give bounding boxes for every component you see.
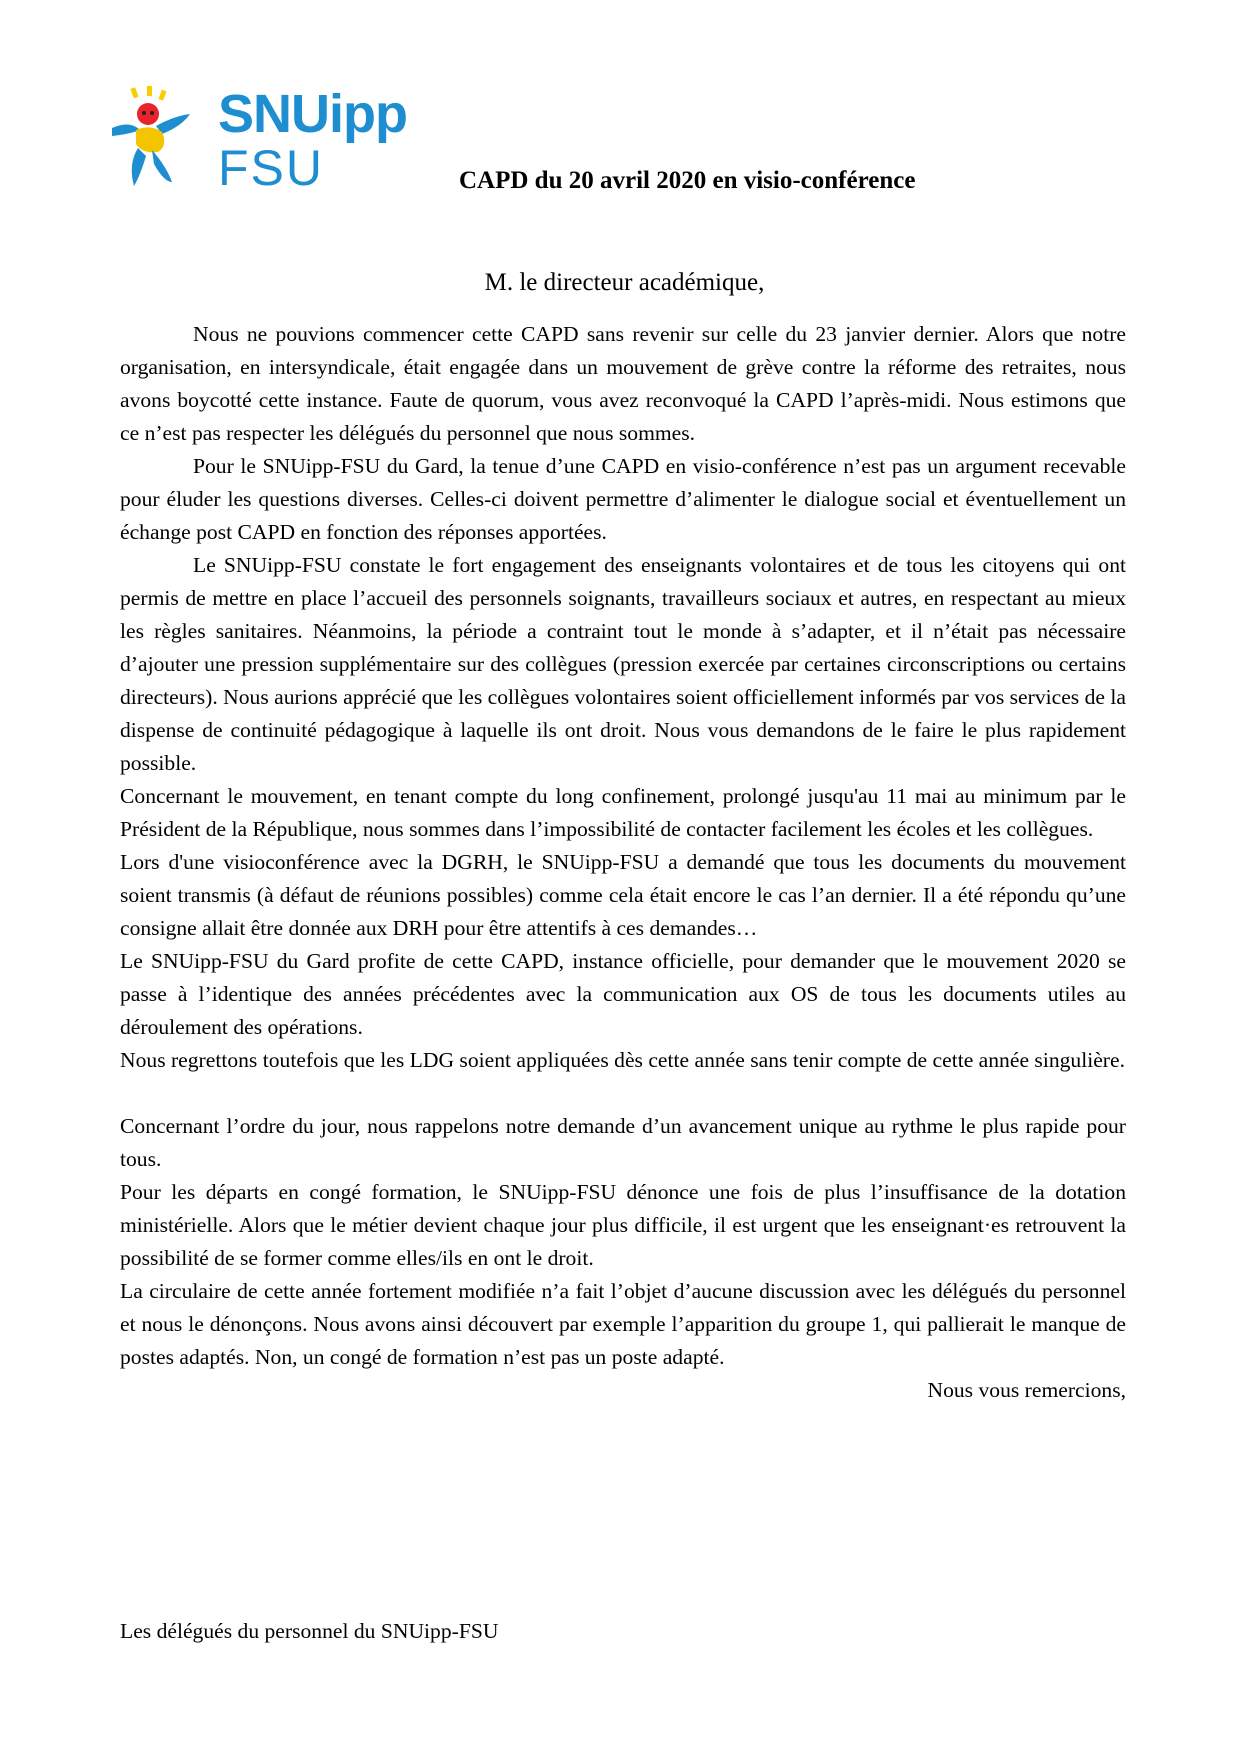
paragraph: Pour le SNUipp-FSU du Gard, la tenue d’une CAPD en visio-conférence n’est pas un argument recevable pour éluder les questions diverses. Celles-ci doivent permettre d’alimenter le dialogue social et éventuellement un échange post CAPD en fonction des réponses apportées. [120,454,1126,544]
logo-text-fsu: FSU [218,140,324,196]
paragraph: Le SNUipp-FSU du Gard profite de cette CAPD, instance officielle, pour demander que le mouvement 2020 se passe à l’identique des années précédentes avec la communication aux OS de tous les documents utiles au déroulement des opérations. [120,949,1126,1039]
paragraph: La circulaire de cette année fortement modifiée n’a fait l’objet d’aucune discussion avec les délégués du personnel et nous le dénonçons. Nous avons ainsi découvert par exemple l’apparition du groupe 1, qui pallierait le manque de postes adaptés. Non, un congé de formation n’est pas un poste adapté. [120,1279,1126,1369]
paragraph: Lors d'une visioconférence avec la DGRH, le SNUipp-FSU a demandé que tous les documents du mouvement soient transmis (à défaut de réunions possibles) comme cela était encore le cas l’an dernier. Il a été répondu qu’une consigne allait être donnée aux DRH pour être attentifs à ces demandes… [120,850,1126,940]
paragraph: Nous ne pouvions commencer cette CAPD sans revenir sur celle du 23 janvier dernier. Alors que notre organisation, en intersyndicale, était engagée dans un mouvement de grève contre la réforme des retraites, nous avons boycotté cette instance. Faute de quorum, vous avez reconvoqué la CAPD l’après-midi. Nous estimons que ce n’est pas respecter les délégués du personnel que nous sommes. [120,322,1126,445]
salutation: M. le directeur académique, [484,269,765,296]
paragraph: Nous regrettons toutefois que les LDG soient appliquées dès cette année sans tenir compte de cette année singulière. [120,1048,1125,1072]
closing-line: Nous vous remercions, [927,1378,1126,1402]
snuipp-fsu-logo [110,86,440,206]
document-title: CAPD du 20 avril 2020 en visio-conférence [459,167,916,194]
paragraph: Concernant le mouvement, en tenant compte du long confinement, prolongé jusqu'au 11 mai au minimum par le Président de la République, nous sommes dans l’impossibilité de contacter facilement les écoles et les collègues. [120,784,1126,841]
paragraph: Le SNUipp-FSU constate le fort engagement des enseignants volontaires et de tous les citoyens qui ont permis de mettre en place l’accueil des personnels soignants, travailleurs sociaux et autres, en respectant au mieux les règles sanitaires. Néanmoins, la période a contraint tout le monde à s’adapter, et il n’était pas nécessaire d’ajouter une pression supplémentaire sur des collègues (pression exercée par certaines circonscriptions ou certains directeurs). Nous aurions apprécié que les collègues volontaires soient officiellement informés par vos services de la dispense de continuité pédagogique à laquelle ils ont droit. Nous vous demandons de le faire le plus rapidement possible. [120,553,1126,775]
paragraph: Concernant l’ordre du jour, nous rappelons notre demande d’un avancement unique au rythme le plus rapide pour tous. [120,1114,1126,1171]
logo-text-snuipp: SNUipp [218,84,407,144]
signature: Les délégués du personnel du SNUipp-FSU [120,1619,499,1643]
mascot-logo-icon [110,86,210,206]
paragraph: Pour les départs en congé formation, le SNUipp-FSU dénonce une fois de plus l’insuffisance de la dotation ministérielle. Alors que le métier devient chaque jour plus difficile, il est urgent que les enseignant·es retrouvent la possibilité de se former comme elles/ils en ont le droit. [120,1180,1126,1270]
letter-body [120,318,1126,1407]
blank-line [120,1077,1126,1110]
